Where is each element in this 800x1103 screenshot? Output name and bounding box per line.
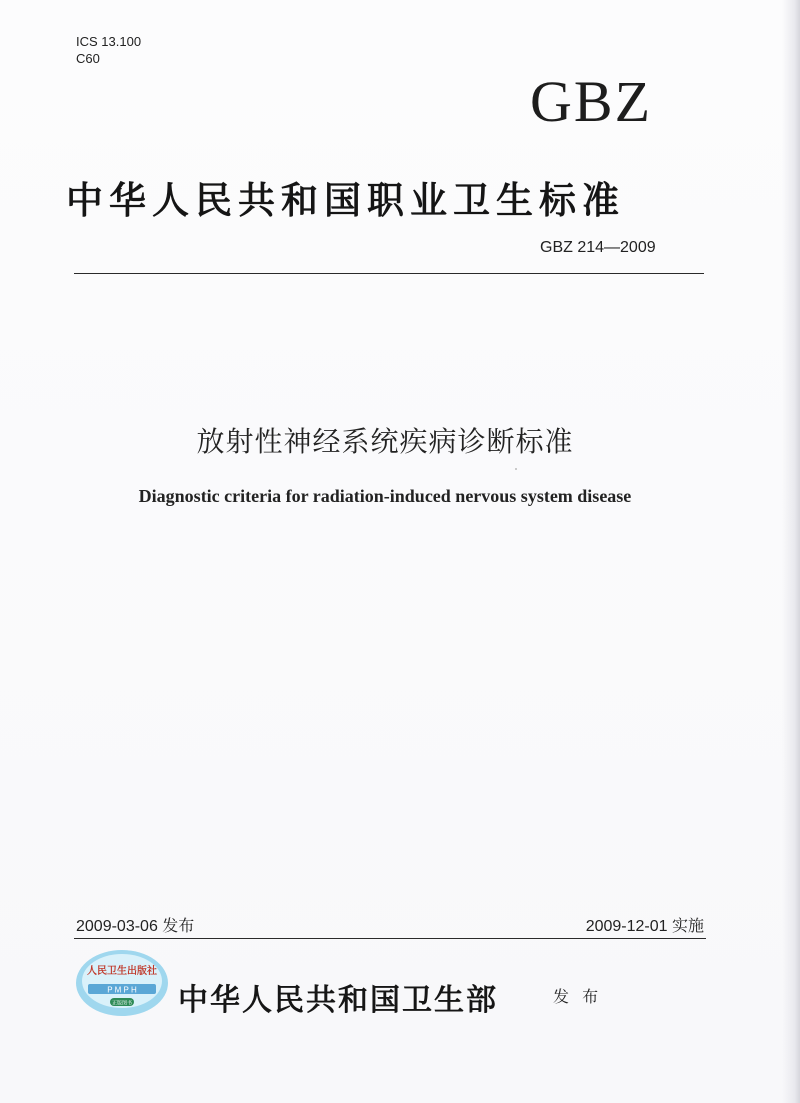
standard-category-heading: 中华人民共和国职业卫生标准 — [66, 178, 625, 222]
publisher-logo — [74, 948, 170, 1018]
ccs-code: C60 — [76, 51, 100, 66]
logo-abbr-text: P M P H — [107, 985, 137, 995]
document-title-english: Diagnostic criteria for radiation-induced nervous system disease — [138, 486, 632, 506]
logo-tag-text: 正版图书 — [111, 1000, 133, 1007]
logo-publisher-text: 人民卫生出版社 — [87, 966, 157, 977]
footer-divider — [74, 938, 706, 939]
ics-code: ICS 13.100 — [76, 34, 142, 49]
header-divider — [74, 273, 704, 274]
standard-number: GBZ 214—2009 — [540, 239, 656, 256]
implement-date: 2009-12-01 实施 — [585, 918, 704, 935]
scan-speck — [515, 468, 517, 470]
page-edge-shadow — [782, 0, 800, 1103]
gbz-series-logo: GBZ — [530, 69, 652, 134]
classification-codes — [76, 33, 141, 67]
publish-date: 2009-03-06 发布 — [76, 918, 195, 935]
issue-action: 发 布 — [553, 987, 603, 1006]
document-title-chinese: 放射性神经系统疾病诊断标准 — [196, 425, 574, 458]
issuing-authority: 中华人民共和国卫生部 — [178, 983, 498, 1018]
